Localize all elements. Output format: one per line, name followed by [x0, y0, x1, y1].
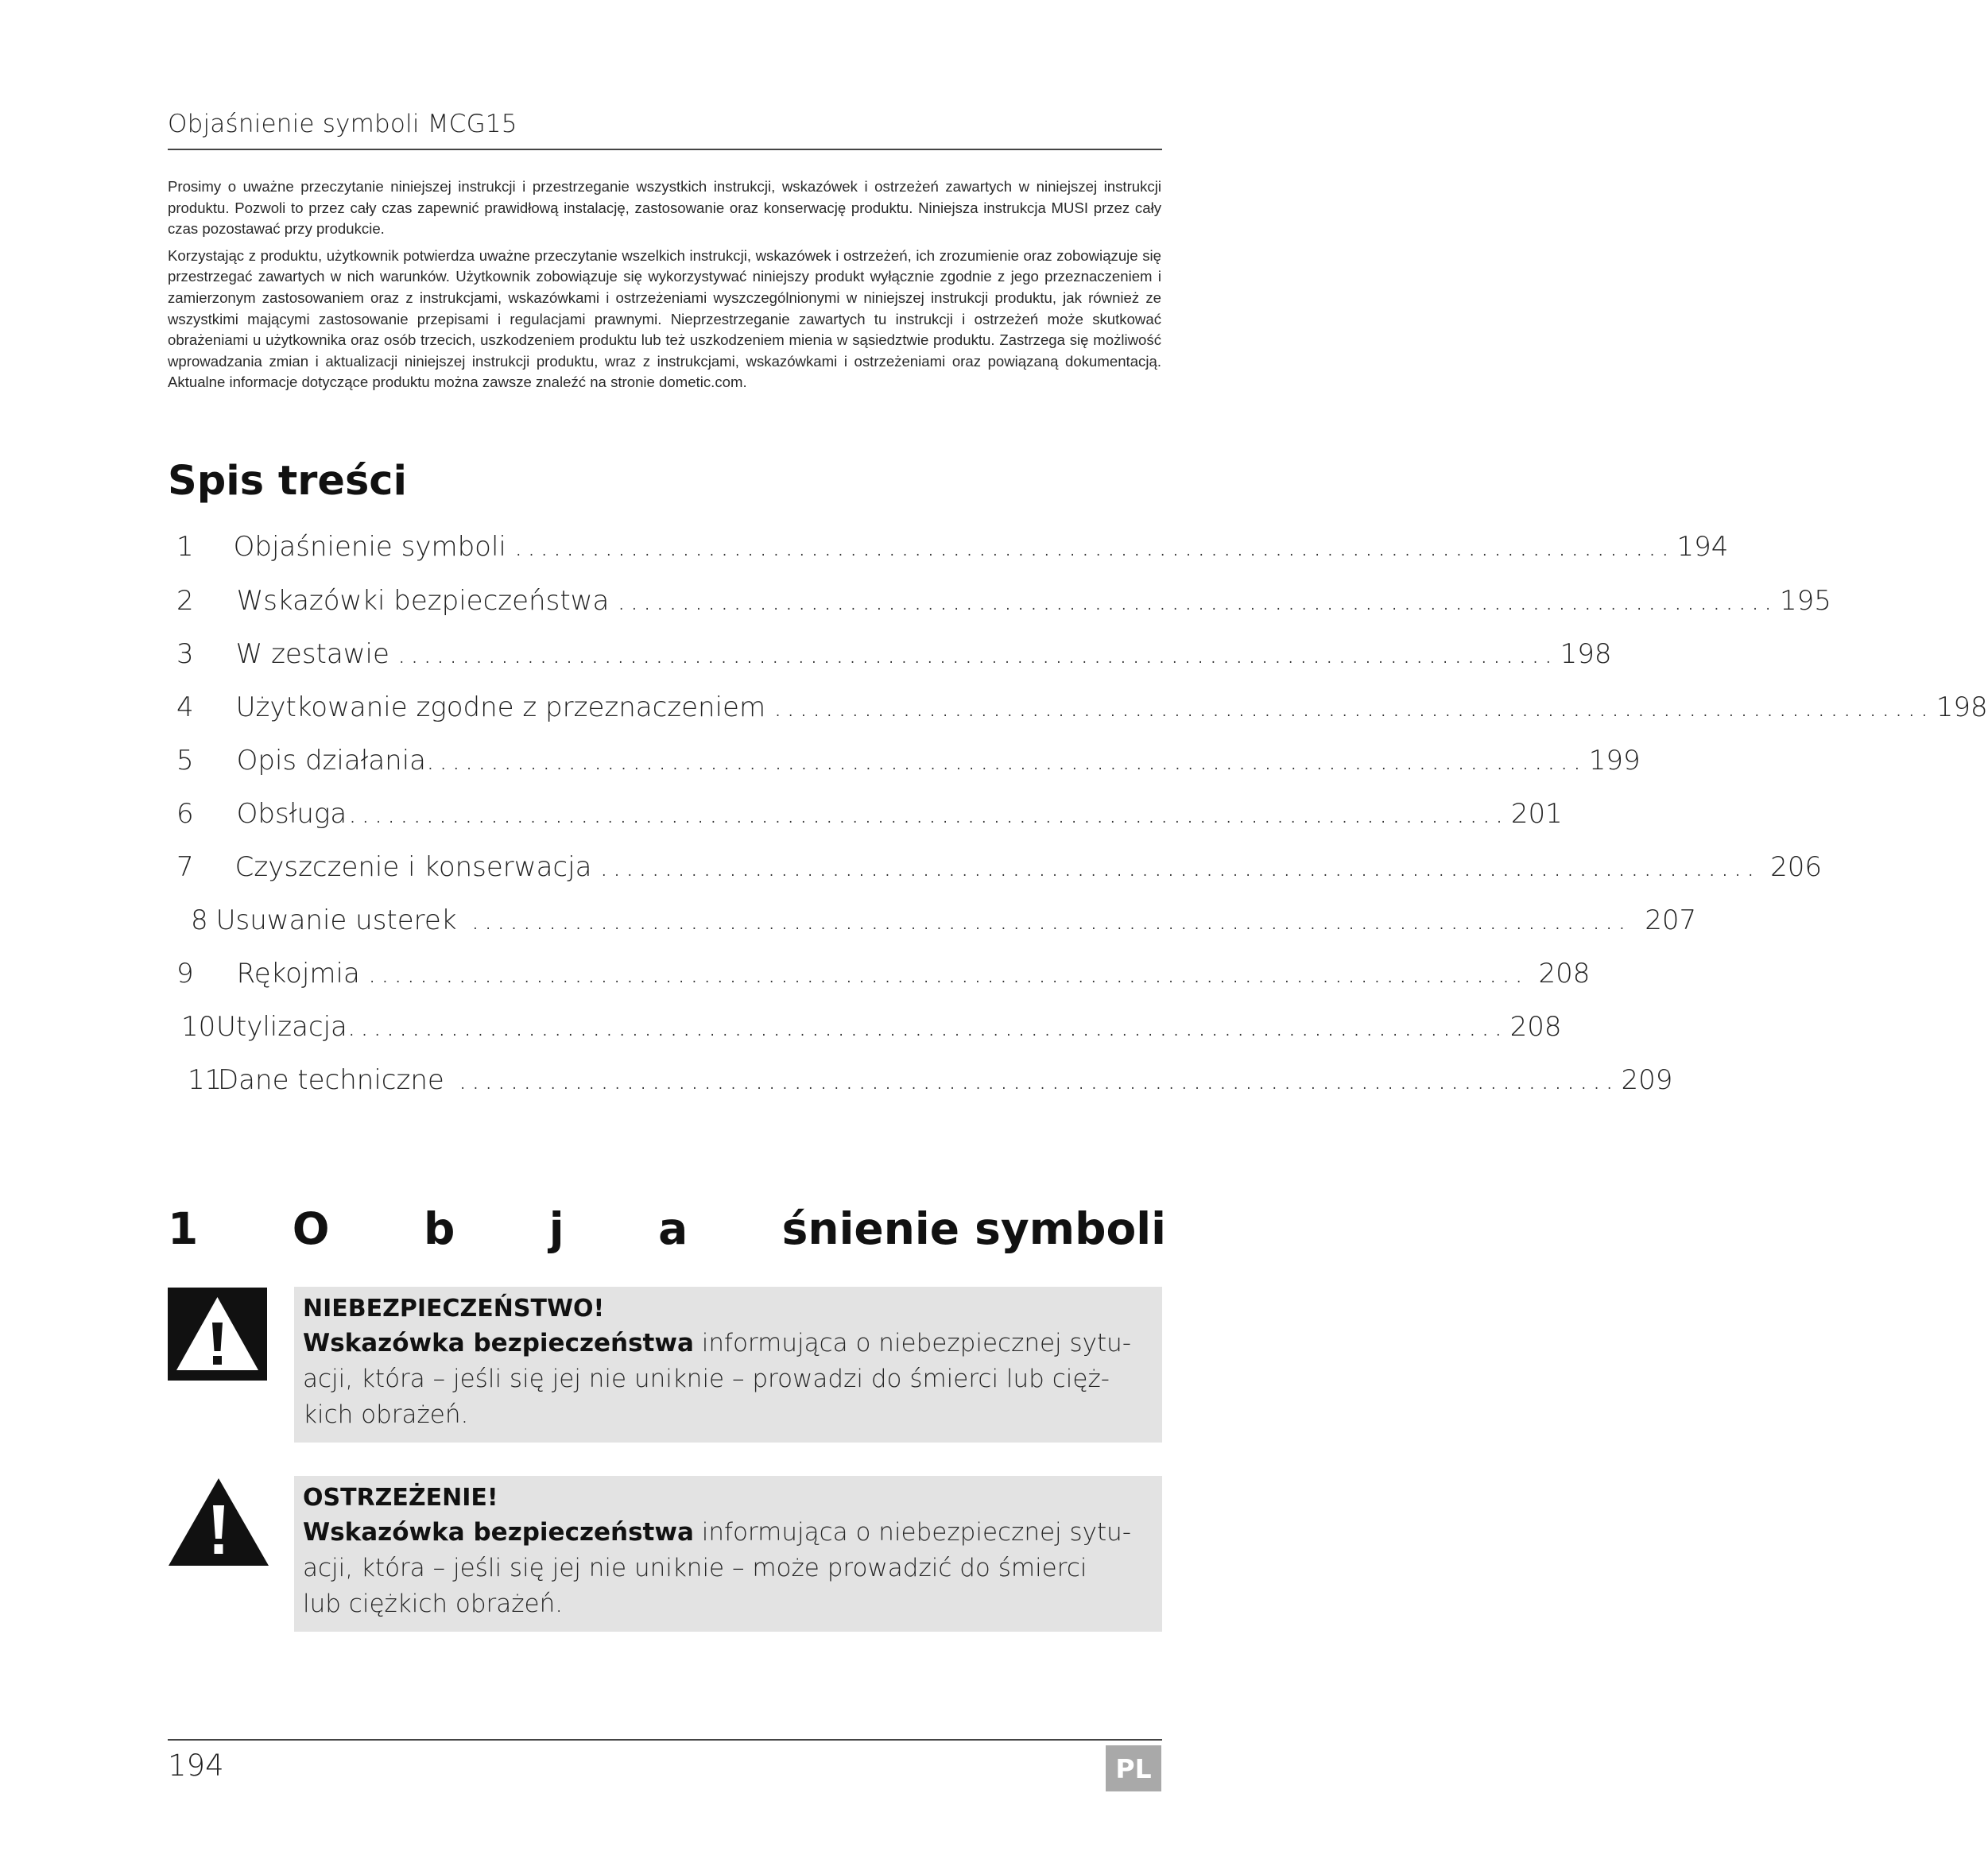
toc-entry-number: 1 — [176, 531, 194, 563]
toc-dot-leader: .......................................................................................... — [458, 1064, 1618, 1096]
warning-title: OSTRZEŻENIE! — [303, 1484, 498, 1512]
toc-entry-page: 199 — [1588, 745, 1641, 777]
toc-entry[interactable] — [176, 638, 1612, 670]
page-number: 194 — [168, 1749, 224, 1783]
danger-text-line: informująca o niebezpiecznej sytu- — [693, 1329, 1132, 1357]
toc-entry[interactable] — [176, 745, 1641, 777]
toc-entry-number: 3 — [176, 638, 194, 670]
toc-dot-leader: .......................................................................................... — [397, 638, 1557, 670]
warning-notice — [294, 1476, 1162, 1632]
toc-entry[interactable] — [188, 1064, 1673, 1096]
intro-paragraph: Prosimy o uważne przeczytanie niniejszej instrukcji i przestrzeganie wszystkich instrukcji, wskazówek i ostrzeżeń zawartych w niniejszej instrukcji produktu. Pozwoli to przez cały czas zapewnić prawidłową instalację, zastosowanie oraz konserwację produktu. Niniejsza instrukcja MUSI przez cały czas pozostawać przy produkcie. — [168, 178, 1161, 238]
toc-entry[interactable] — [176, 531, 1729, 563]
toc-entry-page: 198 — [1936, 691, 1988, 723]
toc-entry-page: 207 — [1645, 904, 1697, 936]
toc-entry-label: Objaśnienie symboli — [233, 531, 506, 563]
section-heading-part: a — [658, 1203, 688, 1254]
running-header: Objaśnienie symboli MCG15 — [168, 110, 517, 138]
danger-text-line: kich obrażeń. — [303, 1400, 469, 1429]
toc-entry[interactable] — [176, 851, 1822, 883]
header-divider — [168, 149, 1162, 150]
warning-text — [303, 1515, 1154, 1622]
toc-entry-number: 8 — [191, 904, 208, 936]
warning-triangle-icon — [167, 1477, 270, 1567]
toc-title: Spis treści — [168, 458, 408, 505]
danger-notice — [294, 1287, 1162, 1443]
intro-paragraph: Korzystając z produktu, użytkownik potwierdza uważne przeczytanie wszelkich instrukcji, wskazówek i ostrzeżeń, ich zrozumienie oraz zobowiązuje się przestrzegać zawartych w nich warunków. Użytkownik zobowiązuje się wykorzystywać niniejszy produkt wyłącznie zgodnie z jego przeznaczeniem i zamierzonym zastosowaniem oraz z instrukcjami, wskazówkami i ostrzeżeniami wyszczególnionymi w niniejszej instrukcji produktu, jak również ze wszystkimi mającymi zastosowanie przepisami i regulacjami prawnymi. Nieprzestrzeganie zawartych tu instrukcji i ostrzeżeń może skutkować obrażeniami u użytkownika oraz osób trzecich, uszkodzeniem produktu lub też uszkodzeniem mienia w sąsiedztwie produktu. Zastrzega się możliwość wprowadzania zmian i aktualizacji niniejszej instrukcji produktu, wraz z instrukcjami, wskazówkami i ostrzeżeniami oraz powiązaną dokumentacją. Aktualne informacje dotyczące produktu można zawsze znaleźć na stronie dometic.com. — [168, 246, 1161, 391]
toc-entry[interactable] — [191, 904, 1697, 936]
toc-entry[interactable] — [176, 585, 1831, 617]
toc-dot-leader: .......................................................................................... — [348, 798, 1508, 830]
toc-entry-label: Wskazówki bezpieczeństwa — [236, 585, 610, 617]
intro-text — [168, 176, 1161, 399]
toc-entry-label: Czyszczenie i konserwacja — [234, 851, 592, 883]
danger-filled-triangle-icon — [168, 1288, 267, 1381]
toc-entry[interactable] — [176, 798, 1563, 830]
toc-entry-label: Usuwanie usterek — [215, 904, 457, 936]
danger-text-line: acji, która – jeśli się jej nie uniknie – prowadzi do śmierci lub cięż- — [303, 1365, 1110, 1393]
section-heading-part: j — [548, 1203, 564, 1254]
toc-entry-label: Dane techniczne — [218, 1064, 444, 1096]
section-heading-part: b — [423, 1203, 455, 1254]
toc-entry-label: W zestawie — [235, 638, 389, 670]
toc-entry-number: 11 — [188, 1064, 223, 1096]
section-heading — [168, 1203, 1166, 1254]
toc-entry-number: 6 — [176, 798, 194, 830]
toc-entry-page: 198 — [1560, 638, 1612, 670]
toc-dot-leader: .......................................................................................... — [599, 851, 1760, 883]
toc-entry-number: 10 — [181, 1011, 216, 1043]
warning-text-line: informująca o niebezpiecznej sytu- — [693, 1518, 1132, 1547]
toc-entry-number: 5 — [176, 745, 194, 777]
toc-entry-label: Utylizacja — [216, 1011, 347, 1043]
toc-entry[interactable] — [176, 691, 1988, 723]
toc-dot-leader: .......................................................................................... — [426, 745, 1586, 777]
toc-entry[interactable] — [181, 1011, 1562, 1043]
language-badge: PL — [1106, 1745, 1161, 1791]
section-heading-part: O — [292, 1203, 330, 1254]
toc-entry-page: 208 — [1538, 958, 1591, 990]
toc-dot-leader: .......................................................................................... — [773, 691, 1933, 723]
toc-entry-page: 201 — [1510, 798, 1563, 830]
warning-text-line: lub ciężkich obrażeń. — [303, 1590, 564, 1618]
danger-text — [303, 1326, 1154, 1433]
toc-entry-page: 208 — [1509, 1011, 1562, 1043]
toc-entry-page: 209 — [1621, 1064, 1673, 1096]
toc-entry-label: Opis działania — [236, 745, 426, 777]
toc-entry-number: 4 — [176, 691, 194, 723]
toc-entry-number: 2 — [176, 585, 194, 617]
warning-bold-lead: Wskazówka bezpieczeństwa — [303, 1518, 694, 1547]
toc-entry-label: Obsługa — [236, 798, 347, 830]
toc-entry-number: 7 — [176, 851, 194, 883]
toc-entry-label: Rękojmia — [236, 958, 360, 990]
toc-dot-leader: .......................................................................................... — [347, 1011, 1507, 1043]
toc-entry[interactable] — [176, 958, 1591, 990]
toc-entry-label: Użytkowanie zgodne z przeznaczeniem — [235, 691, 766, 723]
section-heading-part: 1 — [168, 1203, 199, 1254]
toc-entry-page: 194 — [1676, 531, 1729, 563]
warning-text-line: acji, która – jeśli się jej nie uniknie – może prowadzić do śmierci — [303, 1554, 1087, 1582]
toc-dot-leader: .......................................................................................... — [617, 585, 1777, 617]
section-heading-part: śnienie symboli — [781, 1203, 1166, 1254]
footer-divider — [168, 1739, 1162, 1741]
toc-dot-leader: .......................................................................................... — [471, 904, 1631, 936]
toc-entry-page: 206 — [1770, 851, 1822, 883]
danger-title: NIEBEZPIECZEŃSTWO! — [303, 1295, 605, 1323]
toc-entry-number: 9 — [176, 958, 194, 990]
toc-entry-page: 195 — [1779, 585, 1831, 617]
toc-dot-leader: .......................................................................................... — [513, 531, 1674, 563]
toc-dot-leader: .......................................................................................... — [367, 958, 1528, 990]
danger-bold-lead: Wskazówka bezpieczeństwa — [303, 1329, 694, 1357]
